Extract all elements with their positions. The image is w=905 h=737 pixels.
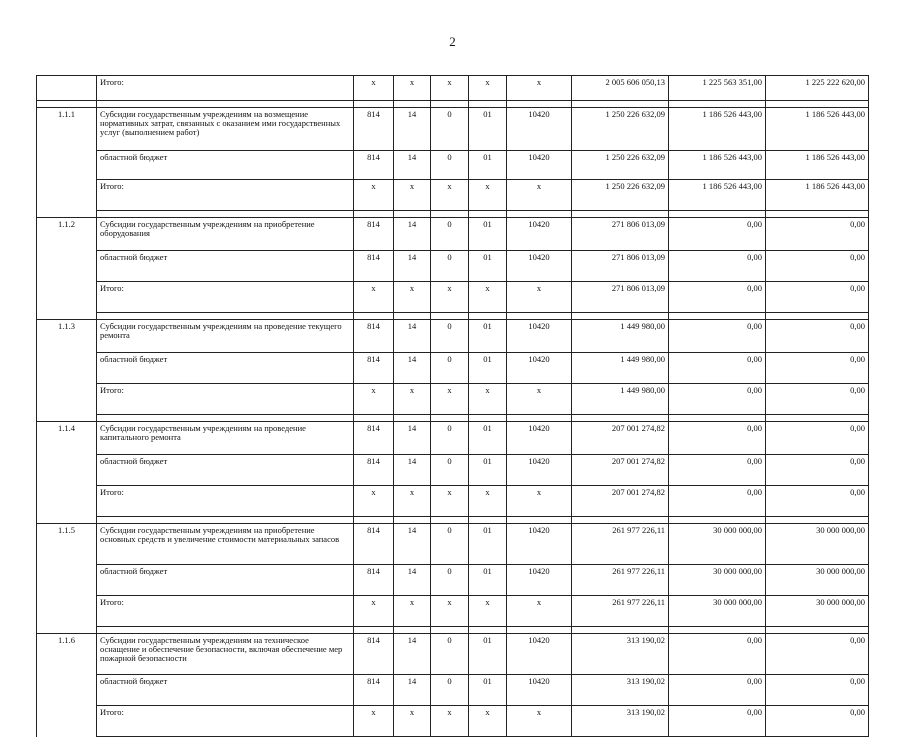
funding-source: областной бюджет	[97, 251, 354, 282]
funding-source: областной бюджет	[97, 455, 354, 486]
row-separator	[37, 211, 869, 218]
row-number-cell	[37, 180, 97, 211]
amount-cell: 0,00	[766, 218, 869, 251]
code-cell: 01	[469, 320, 507, 353]
code-cell: 14	[394, 151, 431, 180]
code-cell: 814	[354, 320, 394, 353]
code-cell: x	[354, 180, 394, 211]
code-cell: x	[431, 282, 469, 313]
item-number: 1.1.4	[37, 422, 97, 455]
amount-cell: 0,00	[766, 455, 869, 486]
code-cell: x	[469, 596, 507, 627]
source-row	[37, 455, 869, 486]
funding-source: областной бюджет	[97, 151, 354, 180]
item-total-row	[37, 596, 869, 627]
amount-cell: 261 977 226,11	[572, 524, 669, 565]
code-cell: 814	[354, 353, 394, 384]
code-cell: 14	[394, 353, 431, 384]
source-row	[37, 675, 869, 706]
amount-cell: 1 186 526 443,00	[766, 180, 869, 211]
item-description: Субсидии государственным учреждениям на техническое оснащение и обеспечение безопасности, включая обеспечение мер пожарной безопасности	[97, 634, 354, 675]
amount-cell: 0,00	[669, 706, 766, 737]
code-cell: 0	[431, 108, 469, 151]
code-cell: x	[507, 76, 572, 101]
amount-cell: 0,00	[766, 320, 869, 353]
row-separator	[37, 517, 869, 524]
code-cell: x	[431, 76, 469, 101]
amount-cell: 0,00	[669, 422, 766, 455]
source-row	[37, 151, 869, 180]
amount-cell: 271 806 013,09	[572, 251, 669, 282]
code-cell: x	[354, 706, 394, 737]
funding-source: областной бюджет	[97, 565, 354, 596]
row-number-cell	[37, 706, 97, 737]
amount-cell: 30 000 000,00	[669, 596, 766, 627]
amount-cell: 207 001 274,82	[572, 455, 669, 486]
source-row	[37, 251, 869, 282]
code-cell: 01	[469, 675, 507, 706]
code-cell: x	[469, 76, 507, 101]
code-cell: x	[431, 180, 469, 211]
amount-cell: 30 000 000,00	[766, 596, 869, 627]
code-cell: 01	[469, 422, 507, 455]
item-total-row	[37, 706, 869, 737]
code-cell: x	[431, 486, 469, 517]
code-cell: x	[394, 180, 431, 211]
code-cell: 10420	[507, 675, 572, 706]
amount-cell: 0,00	[766, 675, 869, 706]
item-total-row	[37, 282, 869, 313]
amount-cell: 0,00	[766, 486, 869, 517]
code-cell: 814	[354, 524, 394, 565]
amount-cell: 0,00	[669, 486, 766, 517]
amount-cell: 1 250 226 632,09	[572, 108, 669, 151]
item-row	[37, 108, 869, 151]
code-cell: 0	[431, 151, 469, 180]
item-number: 1.1.2	[37, 218, 97, 251]
code-cell: 814	[354, 151, 394, 180]
code-cell: 14	[394, 634, 431, 675]
item-description: Субсидии государственным учреждениям на приобретение оборудования	[97, 218, 354, 251]
amount-cell: 1 449 980,00	[572, 353, 669, 384]
code-cell: 01	[469, 634, 507, 675]
amount-cell: 261 977 226,11	[572, 596, 669, 627]
code-cell: x	[507, 282, 572, 313]
total-label: Итого:	[97, 180, 354, 211]
code-cell: 10420	[507, 565, 572, 596]
amount-cell: 0,00	[766, 706, 869, 737]
code-cell: 814	[354, 455, 394, 486]
row-number-cell	[37, 565, 97, 596]
code-cell: 10420	[507, 218, 572, 251]
row-number-cell	[37, 151, 97, 180]
code-cell: x	[394, 596, 431, 627]
code-cell: 10420	[507, 251, 572, 282]
amount-cell: 0,00	[669, 384, 766, 415]
row-number-cell	[37, 596, 97, 627]
amount-cell: 1 186 526 443,00	[766, 108, 869, 151]
code-cell: x	[469, 384, 507, 415]
code-cell: x	[469, 706, 507, 737]
amount-cell: 1 225 222 620,00	[766, 76, 869, 101]
total-label: Итого:	[97, 486, 354, 517]
code-cell: 01	[469, 151, 507, 180]
code-cell: 0	[431, 675, 469, 706]
amount-cell: 0,00	[669, 675, 766, 706]
amount-cell: 207 001 274,82	[572, 422, 669, 455]
total-label: Итого:	[97, 596, 354, 627]
source-row	[37, 353, 869, 384]
code-cell: 14	[394, 675, 431, 706]
amount-cell: 1 186 526 443,00	[669, 180, 766, 211]
source-row	[37, 565, 869, 596]
code-cell: x	[354, 282, 394, 313]
code-cell: 814	[354, 565, 394, 596]
code-cell: 01	[469, 524, 507, 565]
page-number: 2	[449, 34, 456, 49]
amount-cell: 1 449 980,00	[572, 384, 669, 415]
code-cell: 10420	[507, 320, 572, 353]
amount-cell: 207 001 274,82	[572, 486, 669, 517]
code-cell: 14	[394, 218, 431, 251]
row-number-cell	[37, 353, 97, 384]
amount-cell: 0,00	[669, 218, 766, 251]
code-cell: x	[394, 76, 431, 101]
code-cell: x	[507, 486, 572, 517]
code-cell: 814	[354, 108, 394, 151]
code-cell: x	[354, 486, 394, 517]
amount-cell: 0,00	[669, 282, 766, 313]
amount-cell: 2 005 606 050,13	[572, 76, 669, 101]
item-row	[37, 218, 869, 251]
total-label: Итого:	[97, 706, 354, 737]
item-description: Субсидии государственным учреждениям на проведение текущего ремонта	[97, 320, 354, 353]
row-number-cell	[37, 455, 97, 486]
item-description: Субсидии государственным учреждениям на возмещение нормативных затрат, связанных с оказанием ими государственных услуг (выполнением работ)	[97, 108, 354, 151]
item-description: Субсидии государственным учреждениям на проведение капитального ремонта	[97, 422, 354, 455]
code-cell: 0	[431, 320, 469, 353]
row-number-cell	[37, 76, 97, 101]
row-number-cell	[37, 282, 97, 313]
row-number-cell	[37, 251, 97, 282]
amount-cell: 0,00	[669, 353, 766, 384]
code-cell: 814	[354, 251, 394, 282]
amount-cell: 1 186 526 443,00	[669, 151, 766, 180]
code-cell: x	[431, 596, 469, 627]
code-cell: 14	[394, 108, 431, 151]
code-cell: 01	[469, 251, 507, 282]
item-number: 1.1.1	[37, 108, 97, 151]
code-cell: 01	[469, 353, 507, 384]
code-cell: 01	[469, 218, 507, 251]
code-cell: 01	[469, 455, 507, 486]
row-separator	[37, 101, 869, 108]
table-row-top-total	[37, 76, 869, 101]
amount-cell: 0,00	[766, 384, 869, 415]
code-cell: 01	[469, 565, 507, 596]
amount-cell: 271 806 013,09	[572, 282, 669, 313]
amount-cell: 0,00	[766, 422, 869, 455]
total-label: Итого:	[97, 282, 354, 313]
code-cell: x	[507, 384, 572, 415]
code-cell: 14	[394, 422, 431, 455]
item-number: 1.1.6	[37, 634, 97, 675]
item-description: Субсидии государственным учреждениям на приобретение основных средств и увеличение стоимости материальных запасов	[97, 524, 354, 565]
code-cell: x	[354, 384, 394, 415]
row-number-cell	[37, 384, 97, 415]
row-separator	[37, 313, 869, 320]
amount-cell: 261 977 226,11	[572, 565, 669, 596]
code-cell: 14	[394, 320, 431, 353]
amount-cell: 313 190,02	[572, 634, 669, 675]
row-separator	[37, 627, 869, 634]
amount-cell: 0,00	[669, 634, 766, 675]
amount-cell: 1 250 226 632,09	[572, 180, 669, 211]
code-cell: 10420	[507, 151, 572, 180]
item-total-row	[37, 486, 869, 517]
code-cell: 0	[431, 218, 469, 251]
item-total-row	[37, 180, 869, 211]
code-cell: x	[431, 384, 469, 415]
item-row	[37, 422, 869, 455]
code-cell: 10420	[507, 108, 572, 151]
code-cell: 10420	[507, 524, 572, 565]
code-cell: 14	[394, 251, 431, 282]
code-cell: 0	[431, 422, 469, 455]
budget-table	[36, 75, 869, 737]
row-number-cell	[37, 486, 97, 517]
code-cell: 10420	[507, 353, 572, 384]
amount-cell: 1 225 563 351,00	[669, 76, 766, 101]
code-cell: 0	[431, 353, 469, 384]
row-separator	[37, 415, 869, 422]
amount-cell: 0,00	[669, 320, 766, 353]
code-cell: x	[469, 486, 507, 517]
amount-cell: 313 190,02	[572, 675, 669, 706]
code-cell: 0	[431, 455, 469, 486]
code-cell: 814	[354, 422, 394, 455]
code-cell: x	[354, 596, 394, 627]
amount-cell: 0,00	[669, 455, 766, 486]
amount-cell: 30 000 000,00	[669, 524, 766, 565]
code-cell: x	[507, 706, 572, 737]
row-number-cell	[37, 675, 97, 706]
code-cell: 0	[431, 565, 469, 596]
code-cell: 0	[431, 524, 469, 565]
code-cell: x	[394, 486, 431, 517]
amount-cell: 1 186 526 443,00	[669, 108, 766, 151]
amount-cell: 30 000 000,00	[766, 565, 869, 596]
code-cell: 814	[354, 634, 394, 675]
amount-cell: 30 000 000,00	[766, 524, 869, 565]
code-cell: 814	[354, 675, 394, 706]
amount-cell: 0,00	[669, 251, 766, 282]
code-cell: 14	[394, 524, 431, 565]
item-row	[37, 320, 869, 353]
code-cell: x	[394, 706, 431, 737]
code-cell: x	[394, 384, 431, 415]
code-cell: 0	[431, 634, 469, 675]
code-cell: 10420	[507, 634, 572, 675]
code-cell: x	[507, 180, 572, 211]
code-cell: x	[354, 76, 394, 101]
amount-cell: 1 449 980,00	[572, 320, 669, 353]
item-total-row	[37, 384, 869, 415]
total-label: Итого:	[97, 76, 354, 101]
amount-cell: 271 806 013,09	[572, 218, 669, 251]
code-cell: x	[507, 596, 572, 627]
amount-cell: 1 250 226 632,09	[572, 151, 669, 180]
item-row	[37, 524, 869, 565]
funding-source: областной бюджет	[97, 675, 354, 706]
code-cell: 814	[354, 218, 394, 251]
total-label: Итого:	[97, 384, 354, 415]
amount-cell: 0,00	[766, 282, 869, 313]
code-cell: 14	[394, 565, 431, 596]
amount-cell: 0,00	[766, 634, 869, 675]
code-cell: 14	[394, 455, 431, 486]
amount-cell: 30 000 000,00	[669, 565, 766, 596]
amount-cell: 1 186 526 443,00	[766, 151, 869, 180]
amount-cell: 0,00	[766, 353, 869, 384]
amount-cell: 313 190,02	[572, 706, 669, 737]
code-cell: x	[469, 180, 507, 211]
code-cell: x	[431, 706, 469, 737]
code-cell: 0	[431, 251, 469, 282]
item-number: 1.1.3	[37, 320, 97, 353]
amount-cell: 0,00	[766, 251, 869, 282]
code-cell: 10420	[507, 422, 572, 455]
code-cell: x	[469, 282, 507, 313]
code-cell: x	[394, 282, 431, 313]
funding-source: областной бюджет	[97, 353, 354, 384]
item-number: 1.1.5	[37, 524, 97, 565]
code-cell: 01	[469, 108, 507, 151]
code-cell: 10420	[507, 455, 572, 486]
